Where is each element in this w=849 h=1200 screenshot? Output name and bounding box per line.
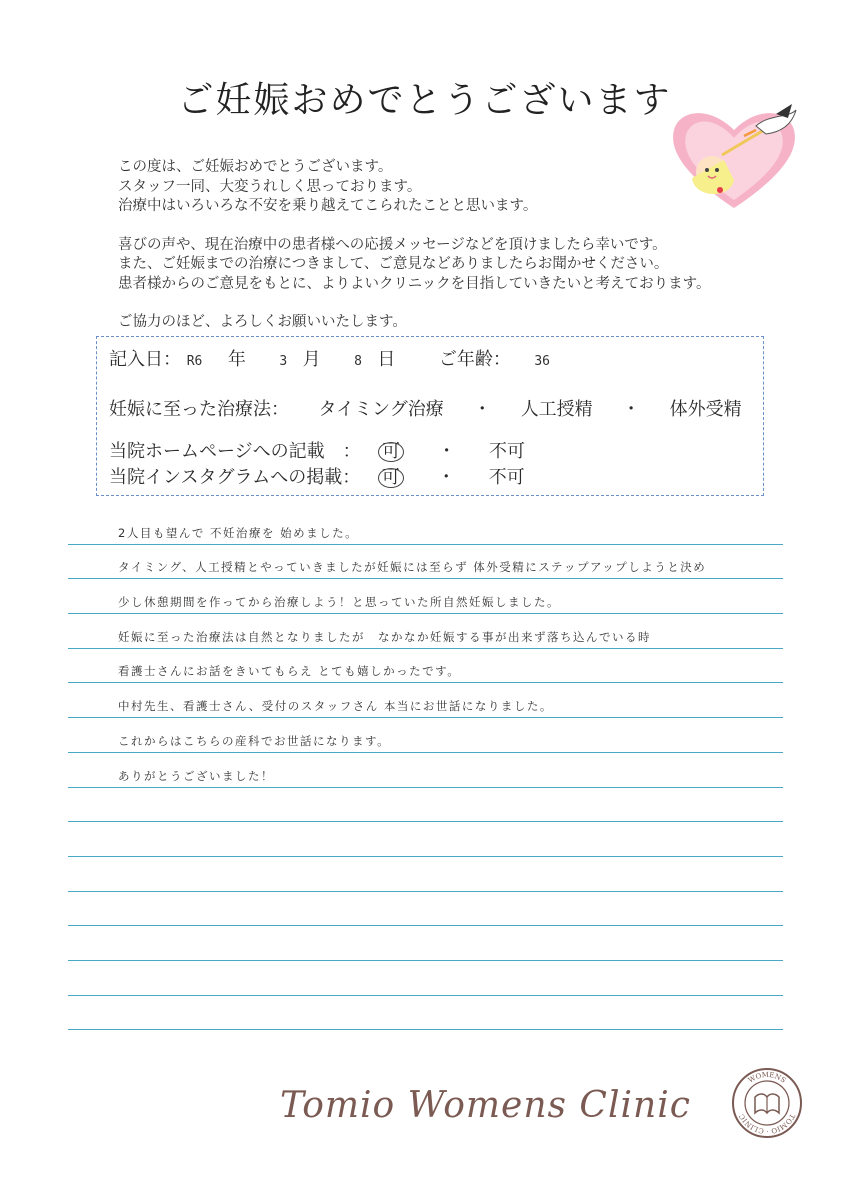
message-line: 中村先生、看護士さん、受付のスタッフさん 本当にお世話になりました。	[118, 699, 553, 714]
message-line: 看護士さんにお話をきいてもらえ とても嬉しかったです。	[118, 664, 461, 679]
intro-line: 治療中はいろいろな不安を乗り越えてこられたことと思います。	[118, 198, 538, 214]
ruled-line	[68, 822, 783, 857]
age-label: ご年齢：	[438, 349, 511, 370]
ruled-line	[68, 614, 783, 649]
instagram-label: 当院インスタグラムへの掲載：	[109, 467, 361, 488]
separator-dot: ・	[622, 399, 641, 420]
message-line: 2人目も望んで 不妊治療を 始めました。	[118, 525, 359, 540]
treatment-option-timing[interactable]: タイミング治療	[318, 399, 444, 420]
treatment-option-ivf[interactable]: 体外受精	[669, 399, 742, 420]
homepage-allow-option[interactable]: 可	[378, 442, 404, 462]
message-line: ありがとうございました！	[118, 768, 274, 783]
homepage-disallow-option[interactable]: 不可	[489, 441, 526, 462]
instagram-consent-row	[109, 463, 525, 489]
message-line: タイミング、人工授精とやっていきましたが妊娠には至らず 体外受精にステップアップしようと決め	[118, 560, 707, 575]
day-suffix: 日	[377, 349, 396, 370]
ruled-line	[68, 892, 783, 927]
ruled-line	[68, 788, 783, 823]
intro-line: この度は、ご妊娠おめでとうございます。	[118, 159, 393, 175]
svg-text:TOMIO · CLINIC: TOMIO · CLINIC	[737, 1112, 797, 1136]
intro-line: スタッフ一同、大変うれしく思っております。	[118, 178, 422, 195]
intro-line: 患者様からのご意見をもとに、よりよいクリニックを目指していきたいと考えております。	[118, 275, 711, 292]
homepage-label: 当院ホームページへの記載 ：	[109, 441, 361, 462]
age-value[interactable]: 36	[534, 354, 550, 369]
date-era-value[interactable]: R6	[186, 354, 203, 369]
ruled-line	[68, 579, 783, 614]
ruled-line	[68, 718, 783, 753]
ruled-line	[68, 683, 783, 718]
ruled-line	[68, 961, 783, 996]
intro-line: また、ご妊娠までの治療につきまして、ご意見などありましたらお聞かせください。	[118, 256, 669, 272]
date-age-row	[109, 345, 550, 371]
day-value[interactable]: 8	[354, 354, 362, 369]
separator-dot: ・	[437, 441, 456, 462]
svg-text:WOMENS: WOMENS	[746, 1070, 788, 1085]
intro-text	[118, 158, 798, 352]
treatment-row	[109, 395, 742, 421]
ruled-line	[68, 926, 783, 961]
treatment-label: 妊娠に至った治療法：	[109, 399, 289, 420]
treatment-option-iui[interactable]: 人工授精	[520, 399, 593, 420]
ruled-line	[68, 649, 783, 684]
separator-dot: ・	[437, 467, 456, 488]
ruled-line	[68, 753, 783, 788]
message-line: これからはこちらの産科でお世話になります。	[118, 733, 391, 748]
instagram-disallow-option[interactable]: 不可	[488, 467, 525, 488]
message-area[interactable]	[68, 510, 783, 1030]
ruled-line	[68, 545, 783, 580]
ruled-line	[68, 857, 783, 892]
separator-dot: ・	[473, 399, 492, 420]
instagram-allow-option[interactable]: 可	[378, 468, 404, 488]
date-label: 記入日：	[109, 349, 181, 370]
intro-line: 喜びの声や、現在治療中の患者様への応援メッセージなどを頂けましたら幸いです。	[118, 236, 667, 253]
ruled-line	[68, 510, 783, 545]
message-line: 妊娠に至った治療法は自然となりましたが なかなか妊娠する事が出来ず落ち込んでいる時	[118, 629, 651, 644]
homepage-consent-row	[109, 437, 525, 463]
month-suffix: 月	[302, 349, 321, 370]
clinic-name-logo: Tomio Womens Clinic	[280, 1085, 691, 1126]
message-line: 少し休憩期間を作ってから治療しよう！と思っていた所自然妊娠しました。	[118, 595, 560, 610]
clinic-seal-icon	[731, 1067, 803, 1139]
page-title: ご妊娠おめでとうございます	[177, 80, 672, 121]
month-value[interactable]: 3	[279, 354, 288, 369]
intro-line: ご協力のほど、よろしくお願いいたします。	[118, 314, 407, 330]
survey-form	[96, 336, 764, 496]
ruled-line	[68, 996, 783, 1031]
year-suffix: 年	[227, 349, 246, 370]
